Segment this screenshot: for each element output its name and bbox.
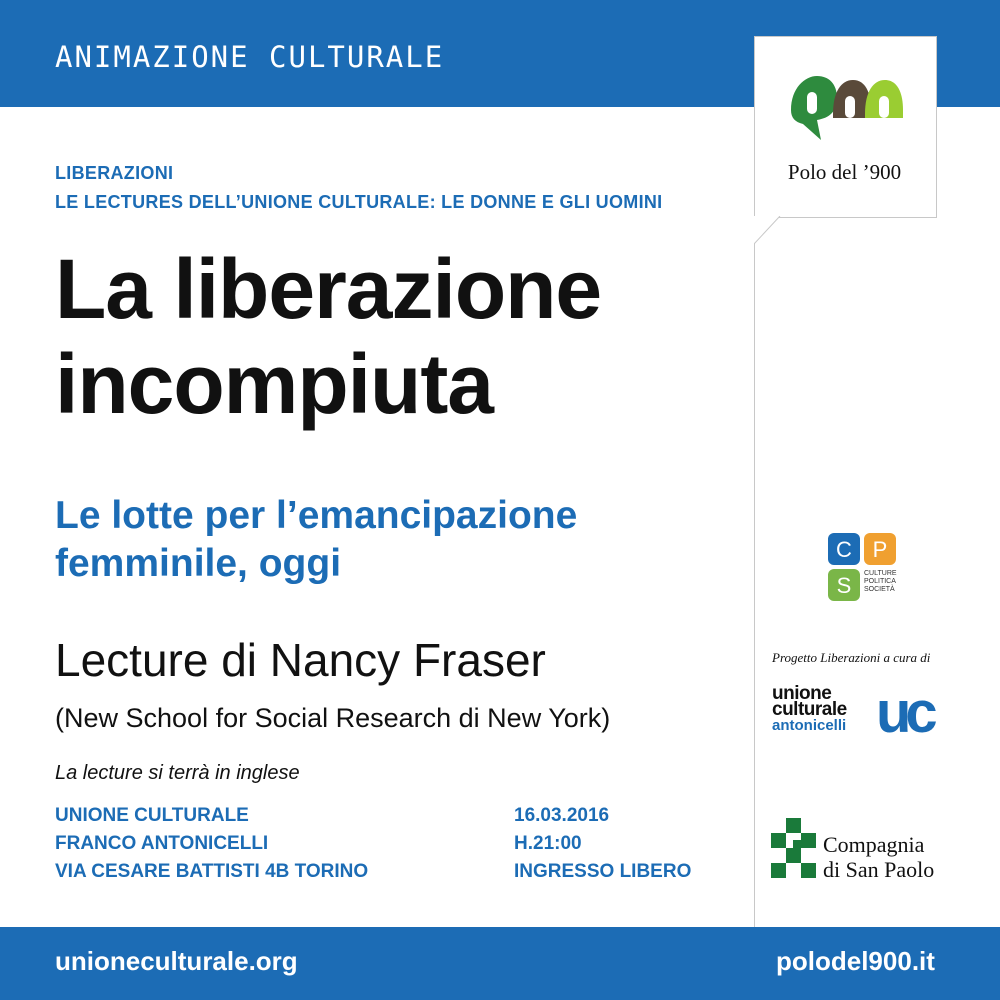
event-title-line-2: incompiuta xyxy=(55,337,494,431)
speaker-name: Lecture di Nancy Fraser xyxy=(55,634,546,686)
project-credit: Progetto Liberazioni a cura di xyxy=(772,650,931,665)
venue-block xyxy=(55,802,368,886)
cps-logo-text xyxy=(864,570,897,594)
event-subtitle-line-2: femminile, oggi xyxy=(55,542,342,585)
unione-culturale-logo xyxy=(772,683,847,734)
event-subtitle-line-1: Le lotte per l’emancipazione xyxy=(55,494,578,537)
cps-line-culture: CULTURE xyxy=(864,570,897,577)
event-title-line-1: La liberazione xyxy=(55,242,602,336)
footer-link-unioneculturale[interactable]: unioneculturale.org xyxy=(55,946,298,976)
event-time: H.21:00 xyxy=(514,833,582,854)
csp-line-2: di San Paolo xyxy=(823,857,935,882)
venue-line-1: UNIONE CULTURALE xyxy=(55,805,249,826)
speaker-affiliation: (New School for Social Research di New York) xyxy=(55,703,611,733)
uc-word-antonicelli: antonicelli xyxy=(772,717,847,734)
uc-monogram-icon xyxy=(876,684,946,740)
schedule-block xyxy=(514,802,691,886)
cps-letter-s: S xyxy=(836,573,852,598)
series-description: LE LECTURES DELL’UNIONE CULTURALE: LE DONNE E GLI UOMINI xyxy=(55,192,663,212)
speech-bubble-tail xyxy=(754,216,814,246)
header-title: ANIMAZIONE CULTURALE xyxy=(55,40,445,74)
venue-address: VIA CESARE BATTISTI 4B TORINO xyxy=(55,861,369,882)
polo-logo-text: Polo del ’900 xyxy=(787,160,902,184)
uc-monogram-text: uc xyxy=(876,684,932,740)
uc-word-culturale: culturale xyxy=(772,699,847,720)
compagnia-checker-icon xyxy=(771,818,817,880)
event-subtitle xyxy=(55,492,577,588)
language-note: La lecture si terrà in inglese xyxy=(55,762,300,784)
uc-word-unione: unione xyxy=(772,683,832,704)
venue-line-2: FRANCO ANTONICELLI xyxy=(55,833,269,854)
series-name: LIBERAZIONI xyxy=(55,163,174,183)
csp-line-1: Compagnia xyxy=(823,832,925,857)
event-date: 16.03.2016 xyxy=(514,805,610,826)
cps-letter-p: P xyxy=(872,537,888,562)
polo-900-logo-icon xyxy=(787,70,907,148)
cps-line-societa: SOCIETÀ xyxy=(864,586,895,593)
footer-link-polodel900[interactable]: polodel900.it xyxy=(776,946,935,976)
cps-line-politica: POLITICA xyxy=(864,578,896,585)
compagnia-logo-text xyxy=(823,832,934,882)
event-title xyxy=(55,242,601,432)
cps-letter-c: C xyxy=(836,537,852,562)
entry-info: INGRESSO LIBERO xyxy=(514,861,692,882)
